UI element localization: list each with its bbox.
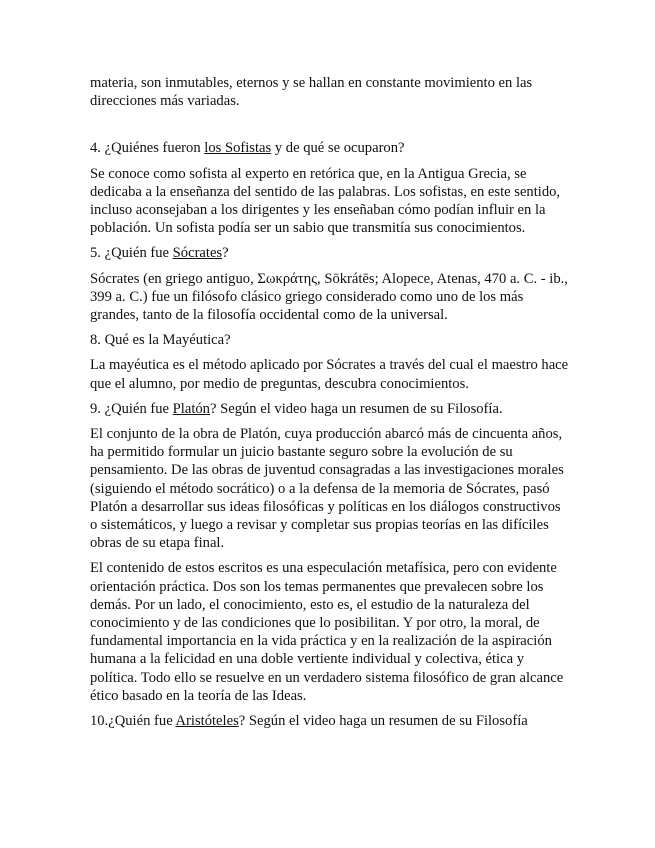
question-10 — [90, 712, 570, 730]
question-4 — [90, 139, 570, 157]
question-4-suffix: y de qué se ocuparon? — [271, 140, 405, 157]
link-socrates[interactable]: Sócrates — [172, 245, 223, 262]
answer-5: Sócrates (en griego antiguo, Σωκράτης, Sōkrátēs; Alopece, Atenas, 470 a. C. - ib., 399 a. C.) fue un filósofo clásico griego considerado como uno de los más grandes, tanto de la filosofía occidental como de la universal. — [90, 270, 568, 324]
question-4-prefix: 4. ¿Quiénes fueron — [90, 140, 205, 157]
answer-4: Se conoce como sofista al experto en retórica que, en la Antigua Grecia, se dedicaba a la enseñanza del sentido de las palabras. Los sofistas, en este sentido, incluso aconsejaban a los dirigentes y les enseñaban cómo podían influir en la población. Un sofista podía ser un sabio que transmitía sus conocimientos. — [90, 165, 561, 237]
answer-9-part-1: El conjunto de la obra de Platón, cuya producción abarcó más de cincuenta años, ha permitido formular un juicio bastante seguro sobre la evolución de su pensamiento. De las obras de juventud consagradas a las investigaciones morales (siguiendo el método socrático) o a la defensa de la memoria de Sócrates, pasó Platón a desarrollar sus ideas filosóficas y políticas en los diálogos constructivos o sistemáticos, y luego a revisar y completar sus propias teorías en las difíciles obras de su etapa final. — [90, 426, 564, 552]
question-10-suffix: ? Según el video haga un resumen de su Filosofía — [238, 713, 528, 730]
question-9 — [90, 400, 570, 418]
link-platon[interactable]: Platón — [172, 400, 210, 417]
document-page — [90, 74, 570, 737]
question-8: 8. Qué es la Mayéutica? — [90, 332, 231, 349]
question-5-suffix: ? — [222, 245, 229, 262]
question-10-prefix: 10.¿Quién fue — [90, 713, 176, 730]
question-5 — [90, 244, 570, 262]
answer-9-part-2: El contenido de estos escritos es una especulación metafísica, pero con evidente orientación práctica. Dos son los temas permanentes que prevalecen sobre los demás. Por un lado, el conocimiento, esto es, el estudio de la naturaleza del conocimiento y de las condiciones que lo posibilitan. Y por otro, la moral, de fundamental importancia en la vida práctica y en la realización de la aspiración humana a la felicidad en una doble vertiente individual y colectiva, ética y política. Todo ello se resuelve en un verdadero sistema filosófico de gran alcance ético basado en la teoría de las Ideas. — [90, 560, 564, 704]
question-9-prefix: 9. ¿Quién fue — [90, 400, 173, 417]
intro-paragraph: materia, son inmutables, eternos y se hallan en constante movimiento en las direcciones más variadas. — [90, 75, 533, 110]
link-aristoteles[interactable]: Aristóteles — [175, 713, 239, 730]
link-sofistas[interactable]: los Sofistas — [204, 140, 272, 157]
spacer — [90, 117, 570, 139]
question-9-suffix: ? Según el video haga un resumen de su Filosofía. — [209, 400, 503, 417]
question-5-prefix: 5. ¿Quién fue — [90, 245, 173, 262]
answer-8: La mayéutica es el método aplicado por Sócrates a través del cual el maestro hace que el alumno, por medio de preguntas, descubra conocimientos. — [90, 357, 569, 392]
